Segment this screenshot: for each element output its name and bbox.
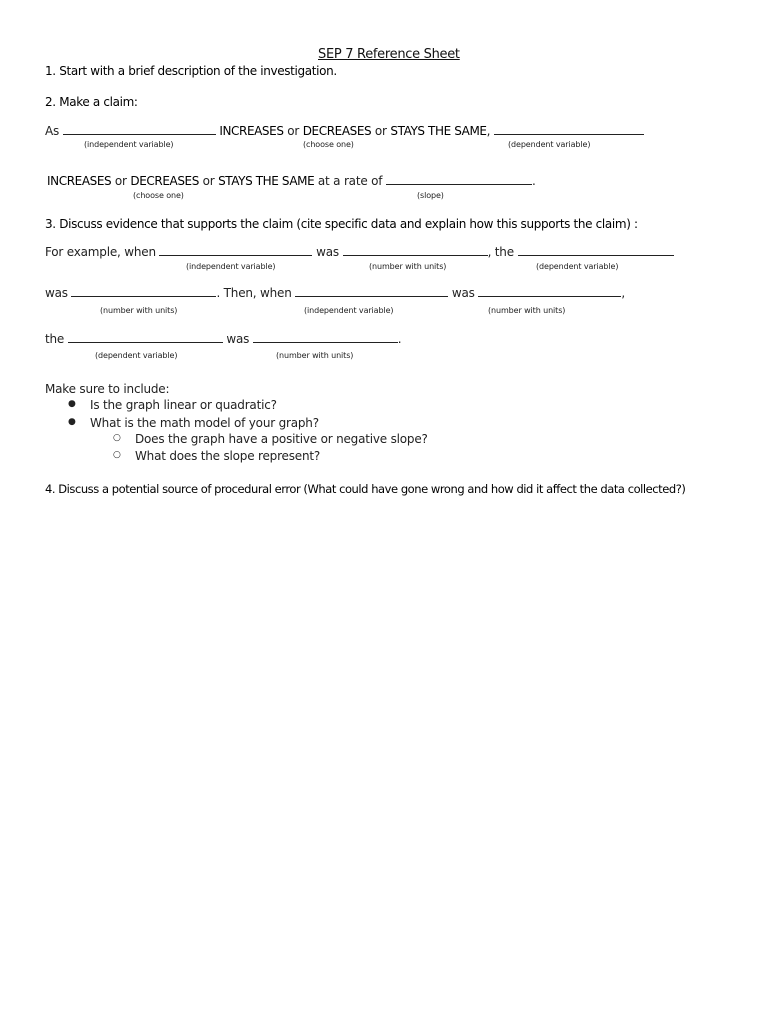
caption-choose-one: (choose one) (133, 191, 184, 200)
period-text: . (397, 332, 402, 346)
independent-variable-blank[interactable] (63, 124, 216, 135)
slope-blank[interactable] (386, 174, 532, 185)
stays-the-same-text: STAYS THE SAME (218, 174, 315, 188)
independent-variable-blank[interactable] (159, 245, 312, 256)
claim-line-2 (47, 174, 536, 188)
caption-number-with-units: (number with units) (488, 306, 566, 315)
dependent-variable-blank[interactable] (518, 245, 674, 256)
claim-as-text: As (45, 124, 60, 138)
the-text: , the (487, 245, 514, 259)
question-4-heading: 4. Discuss a potential source of procedural error (What could have gone wrong and how did it affect the data collected?) (45, 482, 686, 496)
bullet-icon: ● (68, 417, 76, 427)
caption-independent-variable: (independent variable) (84, 140, 174, 149)
was-text: was (226, 332, 250, 346)
sub-list-item-text: What does the slope represent? (135, 449, 321, 463)
decreases-text: DECREASES (130, 174, 199, 188)
for-example-text: For example, when (45, 245, 156, 259)
was-text: was (451, 286, 475, 300)
caption-number-with-units: (number with units) (276, 351, 354, 360)
was-text: was (316, 245, 339, 259)
at-a-rate-of-text: at a rate of (317, 174, 383, 188)
list-item-text: What is the math model of your graph? (90, 416, 319, 430)
then-when-text: . Then, when (216, 286, 292, 300)
caption-dependent-variable: (dependent variable) (536, 262, 619, 271)
stays-the-same-text: STAYS THE SAME (390, 124, 487, 138)
or-text: or (114, 174, 127, 188)
was-text: was (45, 286, 68, 300)
caption-choose-one: (choose one) (303, 140, 354, 149)
bullet-icon: ● (68, 399, 76, 409)
number-with-units-blank[interactable] (478, 286, 621, 297)
caption-dependent-variable: (dependent variable) (508, 140, 591, 149)
dependent-variable-blank[interactable] (68, 332, 223, 343)
caption-dependent-variable: (dependent variable) (95, 351, 178, 360)
evidence-line-1 (45, 245, 674, 259)
dependent-variable-blank[interactable] (494, 124, 644, 135)
or-text: or (287, 124, 300, 138)
independent-variable-blank[interactable] (295, 286, 448, 297)
increases-text: INCREASES (47, 174, 112, 188)
evidence-line-2 (45, 286, 625, 300)
sub-list-item-text: Does the graph have a positive or negative slope? (135, 432, 428, 446)
claim-line-1 (45, 124, 644, 138)
caption-number-with-units: (number with units) (100, 306, 178, 315)
include-label: Make sure to include: (45, 382, 170, 396)
circle-bullet-icon: ○ (113, 433, 121, 443)
or-text: or (202, 174, 215, 188)
question-2-heading: 2. Make a claim: (45, 95, 138, 109)
caption-number-with-units: (number with units) (369, 262, 447, 271)
decreases-text: DECREASES (302, 124, 372, 138)
comma-text: , (486, 124, 491, 138)
caption-slope: (slope) (417, 191, 444, 200)
the-text: the (45, 332, 65, 346)
increases-text: INCREASES (219, 124, 284, 138)
caption-independent-variable: (independent variable) (186, 262, 276, 271)
number-with-units-blank[interactable] (71, 286, 216, 297)
page-title: SEP 7 Reference Sheet (318, 47, 460, 62)
question-1-heading: 1. Start with a brief description of the investigation. (45, 64, 337, 78)
list-item-text: Is the graph linear or quadratic? (90, 398, 277, 412)
period-text: . (531, 174, 536, 188)
number-with-units-blank[interactable] (343, 245, 488, 256)
evidence-line-3 (45, 332, 401, 346)
caption-independent-variable: (independent variable) (304, 306, 394, 315)
circle-bullet-icon: ○ (113, 450, 121, 460)
question-3-heading: 3. Discuss evidence that supports the claim (cite specific data and explain how this supports the claim) : (45, 217, 638, 231)
or-text: or (374, 124, 387, 138)
number-with-units-blank[interactable] (253, 332, 398, 343)
comma-text: , (621, 286, 625, 300)
